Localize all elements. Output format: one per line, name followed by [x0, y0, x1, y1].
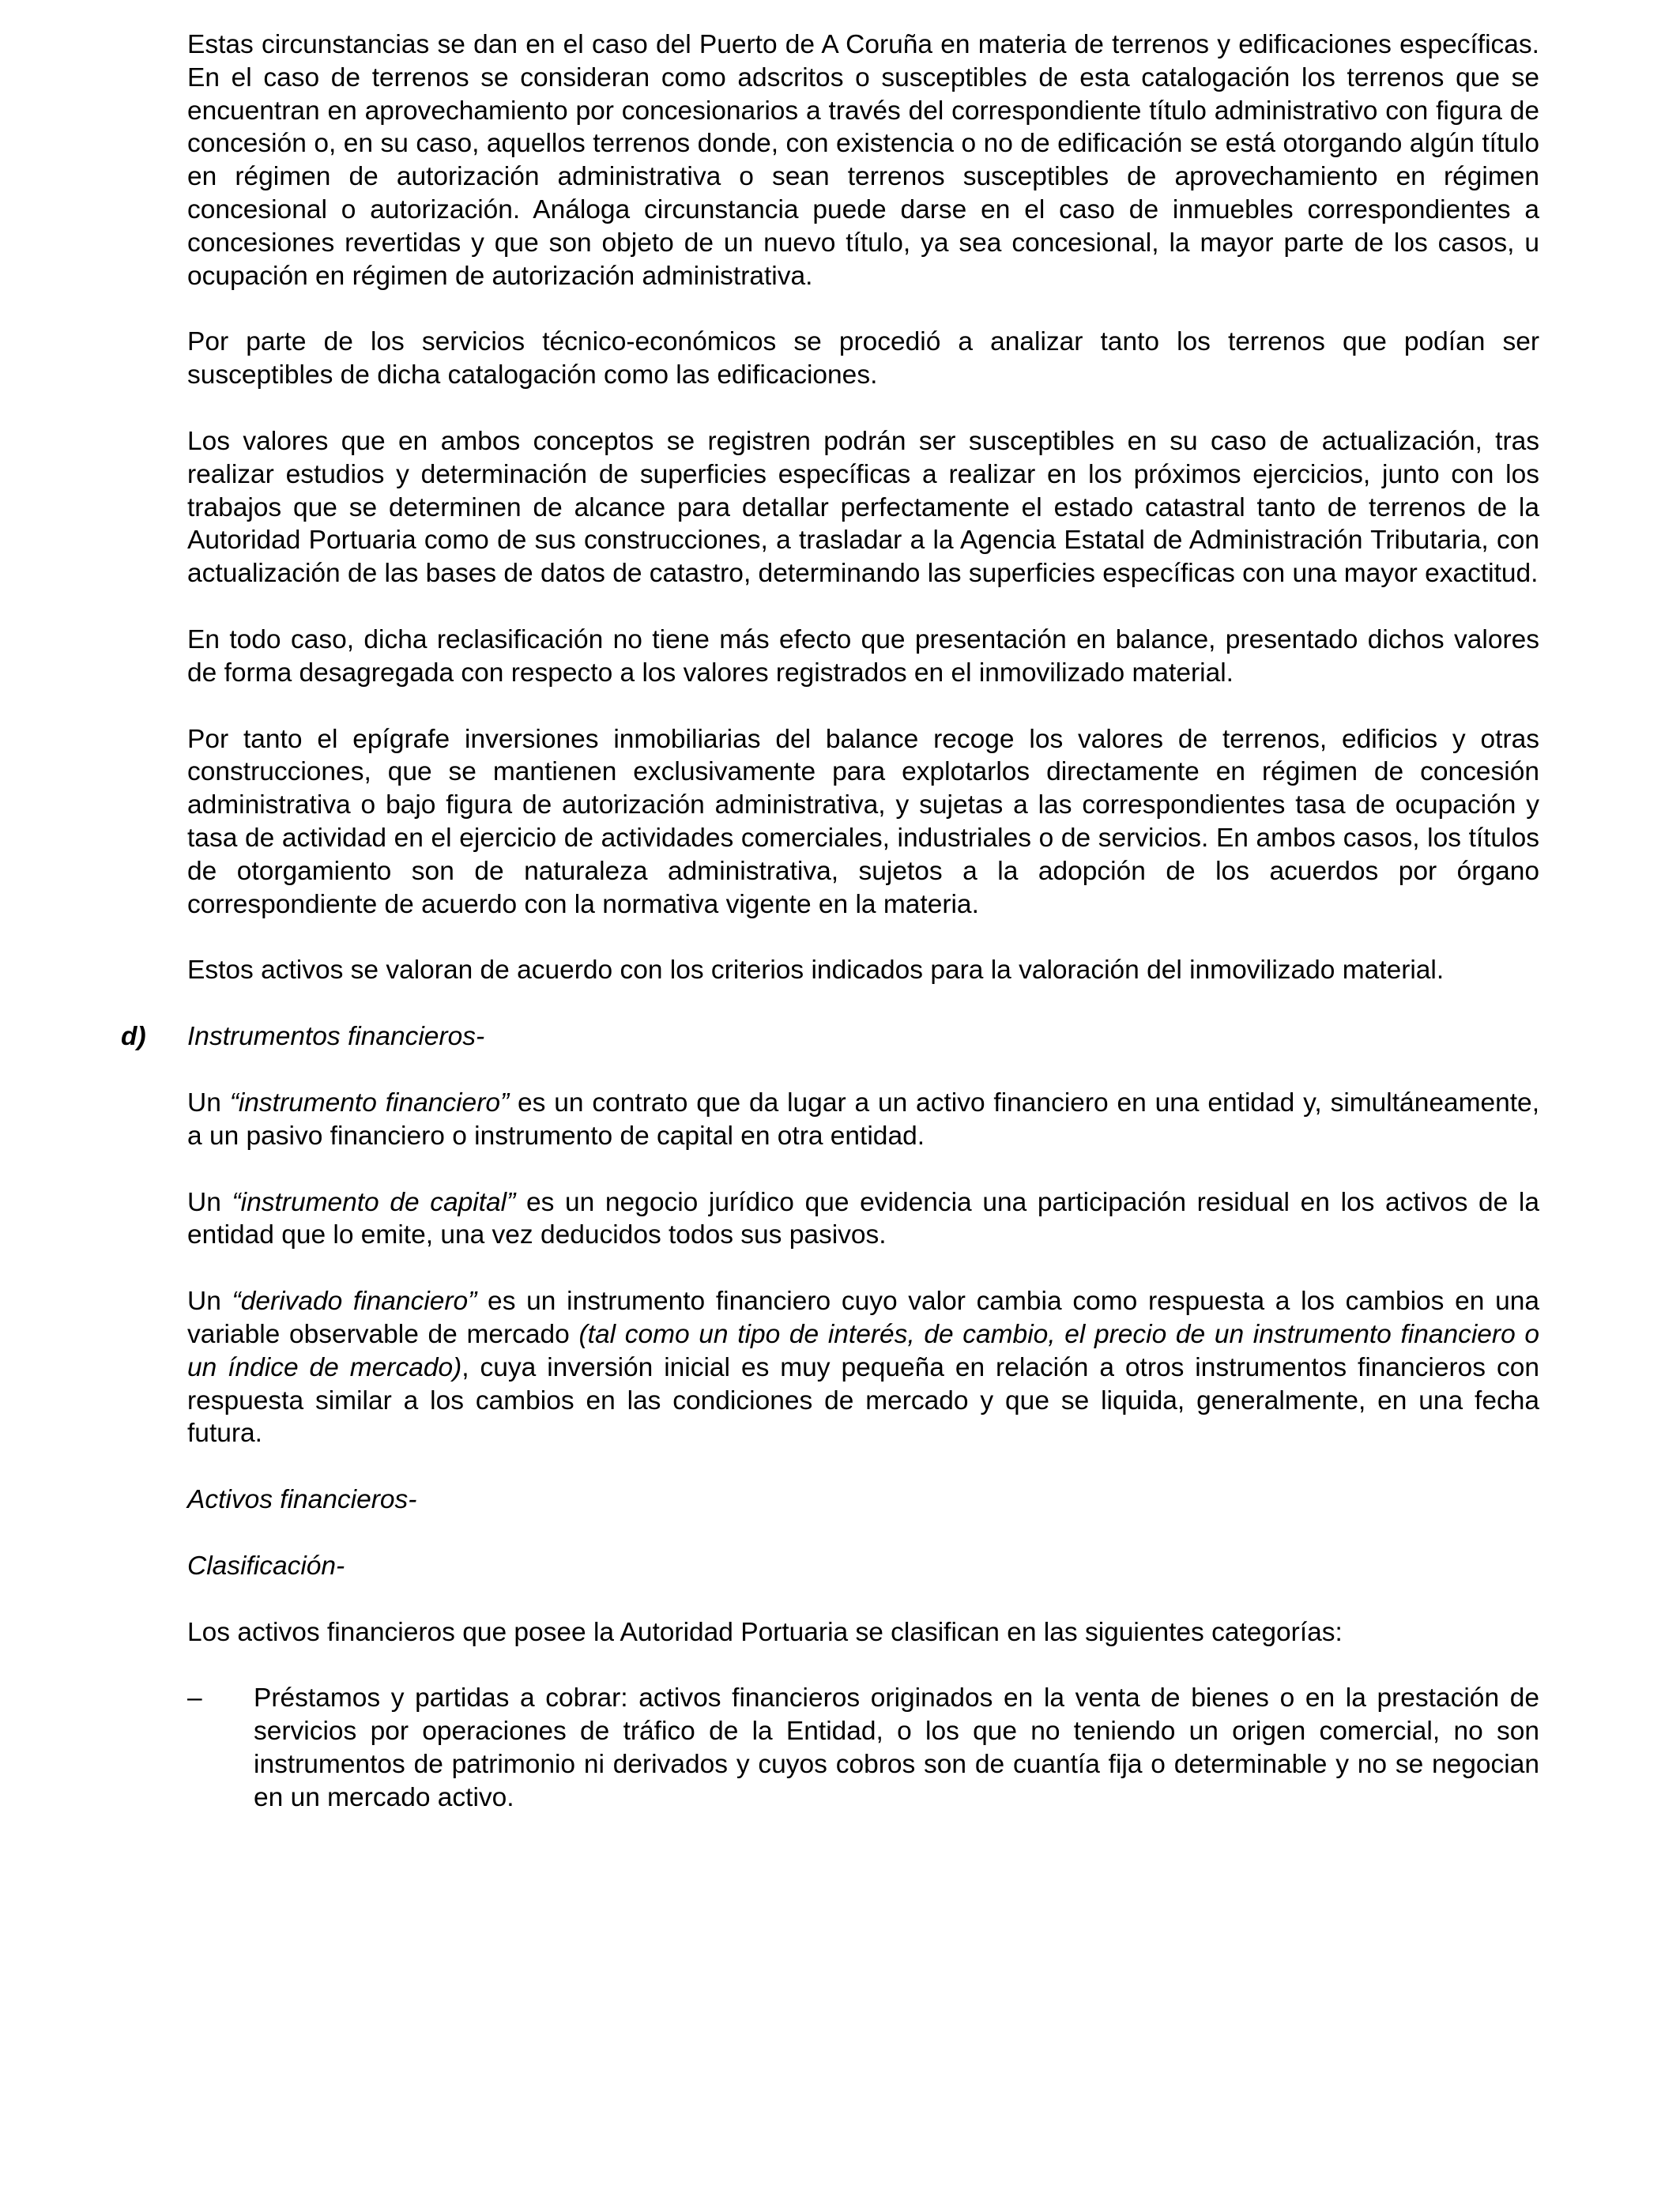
definition-term: “instrumento financiero” [229, 1088, 510, 1118]
definition-term: “instrumento de capital” [232, 1187, 516, 1217]
list-item-text: Préstamos y partidas a cobrar: activos financieros originados en la venta de bienes o en la prestación de servicios por operaciones de tráfico de la Entidad, o los que no teniendo un origen comercial, no son instrumentos de patrimonio ni derivados y cuyos cobros son de cuantía fija o determinable y no se negocian en un mercado activo. [254, 1683, 1539, 1812]
paragraph-valoracion-activos: Estos activos se valoran de acuerdo con los criterios indicados para la valoración del inmovilizado material. [187, 956, 1445, 986]
definition-lead: Un [187, 1187, 232, 1217]
subheading-clasificacion: Clasificación- [187, 1551, 345, 1581]
paragraph-valores-actualizacion: Los valores que en ambos conceptos se registren podrán ser susceptibles en su caso de actualización, tras realizar estudios y determinación de superficies específicas a realizar en los próximos ejercicios, junto con los trabajos que se determinen de alcance para detallar perfectamente el estado catastral tanto de terrenos de la Autoridad Portuaria como de sus construcciones, a trasladar a la Agencia Estatal de Administración Tributaria, con actualización de las bases de datos de catastro, determinando las superficies específicas con una mayor exactitud. [187, 426, 1539, 589]
subheading-activos-financieros: Activos financieros- [187, 1485, 417, 1515]
definition-text: es un contrato que da lugar a un activo financiero en una entidad y, simultáneamente, a un pasivo financiero o instrumento de capital en otra entidad. [187, 1088, 1539, 1151]
bullet-dash: – [187, 1683, 202, 1713]
definition-instrumento-capital [187, 1186, 1539, 1253]
definition-lead: Un [187, 1088, 230, 1118]
definition-derivado-financiero [187, 1285, 1539, 1450]
list-item-prestamos-partidas [187, 1682, 1539, 1814]
section-letter: d) [121, 1022, 146, 1052]
definition-instrumento-financiero [187, 1087, 1539, 1153]
definition-text-end: , cuya inversión inicial es muy pequeña en relación a otros instrumentos financieros con respuesta similar a los cambios en las condiciones de mercado y que se liquida, generalmente, en una fecha futura. [187, 1352, 1539, 1449]
definition-lead: Un [187, 1287, 232, 1317]
paragraph-categorias-intro: Los activos financieros que posee la Autoridad Portuaria se clasifican en las siguientes categorías: [187, 1617, 1343, 1647]
paragraph-servicios-tecnicos: Por parte de los servicios técnico-económicos se procedió a analizar tanto los terrenos que podían ser susceptibles de dicha catalogación como las edificaciones. [187, 327, 1539, 390]
section-heading-instrumentos-financieros [121, 1020, 1539, 1054]
paragraph-inversiones-inmobiliarias: Por tanto el epígrafe inversiones inmobiliarias del balance recoge los valores de terrenos, edificios y otras construcciones, que se mantienen exclusivamente para explotarlos directamente en régimen de concesión administrativa o bajo figura de autorización administrativa, y sujetas a las correspondientes tasa de ocupación y tasa de actividad en el ejercicio de actividades comerciales, industriales o de servicios. En ambos casos, los títulos de otorgamiento son de naturaleza administrativa, sujetos a la adopción de los acuerdos por órgano correspondiente de acuerdo con la normativa vigente en la materia. [187, 724, 1539, 919]
paragraph-reclasificacion: En todo caso, dicha reclasificación no tiene más efecto que presentación en balance, presentado dichos valores de forma desagregada con respecto a los valores registrados en el inmovilizado material. [187, 624, 1539, 688]
definition-term: “derivado financiero” [232, 1287, 477, 1317]
definition-parenthetical: (tal como un tipo de interés, de cambio, el precio de un instrumento financiero o un índice de mercado) [187, 1319, 1540, 1382]
definition-text: es un negocio jurídico que evidencia una participación residual en los activos de la entidad que lo emite, una vez deducidos todos sus pasivos. [187, 1187, 1539, 1250]
definition-text: es un instrumento financiero cuyo valor cambia como respuesta a los cambios en una variable observable de mercado [187, 1287, 1539, 1349]
paragraph-terrenos-edificaciones: Estas circunstancias se dan en el caso del Puerto de A Coruña en materia de terrenos y edificaciones específicas. En el caso de terrenos se consideran como adscritos o susceptibles de esta catalogación los terrenos que se encuentran en aprovechamiento por concesionarios a través del correspondiente título administrativo con figura de concesión o, en su caso, aquellos terrenos donde, con existencia o no de edificación se está otorgando algún título en régimen de autorización administrativa o sean terrenos susceptibles de aprovechamiento en régimen concesional o autorización. Análoga circunstancia puede darse en el caso de inmuebles correspondientes a concesiones revertidas y que son objeto de un nuevo título, ya sea concesional, la mayor parte de los casos, u ocupación en régimen de autorización administrativa. [187, 30, 1539, 291]
document-body [121, 28, 1540, 1848]
section-title: Instrumentos financieros- [187, 1022, 485, 1052]
